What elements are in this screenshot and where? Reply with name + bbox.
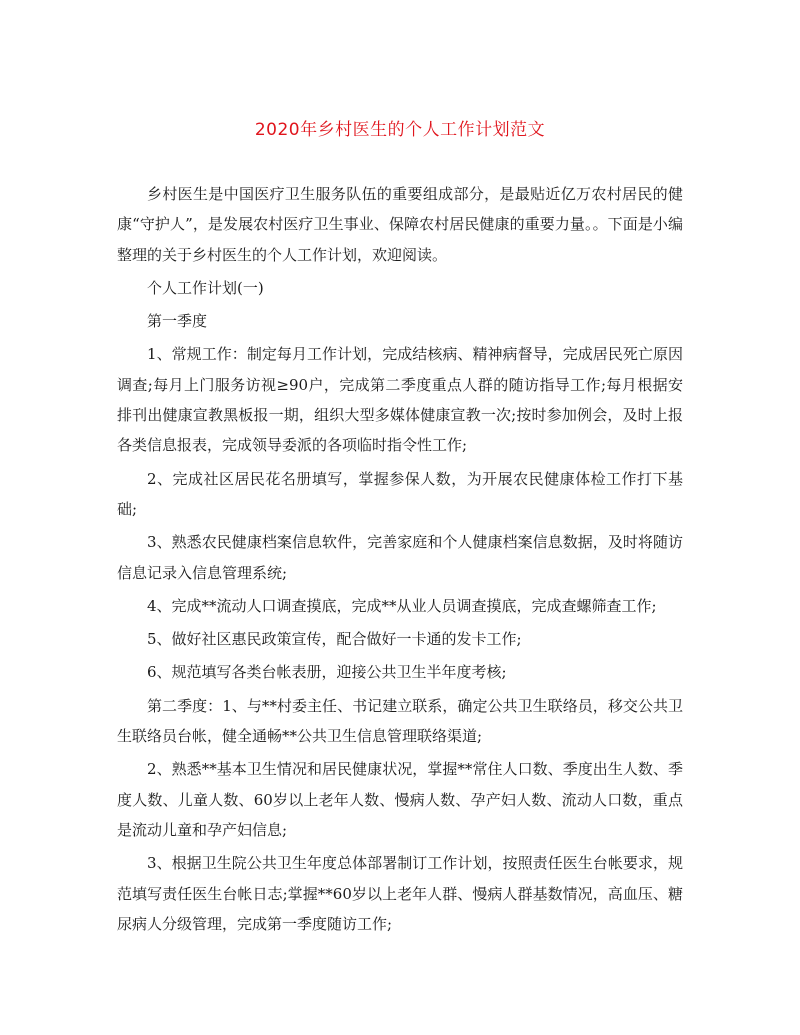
paragraph-item: 第二季度：1、与**村委主任、书记建立联系，确定公共卫生联络员，移交公共卫生联络员台帐，健全通畅**公共卫生信息管理联络渠道; (117, 696, 683, 746)
document-title: 2020年乡村医生的个人工作计划范文 (254, 120, 546, 140)
paragraph-item: 6、规范填写各类台帐表册，迎接公共卫生半年度考核; (147, 663, 507, 682)
paragraph-item: 2、熟悉**基本卫生情况和居民健康状况，掌握**常住人口数、季度出生人数、季度人数、儿童人数、60岁以上老年人数、慢病人数、孕产妇人数、流动人口数，重点是流动儿童和孕产妇信息; (117, 760, 683, 839)
paragraph-quarter-heading: 第一季度 (147, 312, 208, 331)
paragraph-intro: 乡村医生是中国医疗卫生服务队伍的重要组成部分，是最贴近亿万农村居民的健康“守护人”，是发展农村医疗卫生事业、保障农村居民健康的重要力量。。下面是小编整理的关于乡村医生的个人工作计划，欢迎阅读。 (117, 185, 683, 264)
paragraph-item: 2、完成社区居民花名册填写，掌握参保人数，为开展农民健康体检工作打下基础; (117, 469, 683, 518)
paragraph-item: 5、做好社区惠民政策宣传，配合做好一卡通的发卡工作; (147, 630, 522, 649)
paragraph-item: 3、熟悉农民健康档案信息软件，完善家庭和个人健康档案信息数据，及时将随访信息记录入信息管理系统; (117, 533, 683, 582)
paragraph-section-heading: 个人工作计划(一) (147, 278, 264, 297)
document-body (117, 179, 683, 942)
paragraph-item: 3、根据卫生院公共卫生年度总体部署制订工作计划，按照责任医生台帐要求，规范填写责任医生台帐日志;掌握**60岁以上老年人群、慢病人群基数情况，高血压、糖尿病人分级管理，完成第一季度随访工作; (117, 854, 683, 933)
paragraph-item: 4、完成**流动人口调查摸底，完成**从业人员调查摸底，完成查螺筛查工作; (147, 596, 657, 615)
paragraph-item: 1、常规工作：制定每月工作计划，完成结核病、精神病督导，完成居民死亡原因调查;每月上门服务访视≥90户，完成第二季度重点人群的随访指导工作;每月根据安排刊出健康宣教黑板报一期，组织大型多媒体健康宣教一次;按时参加例会，及时上报各类信息报表，完成领导委派的各项临时指令性工作; (117, 345, 683, 455)
